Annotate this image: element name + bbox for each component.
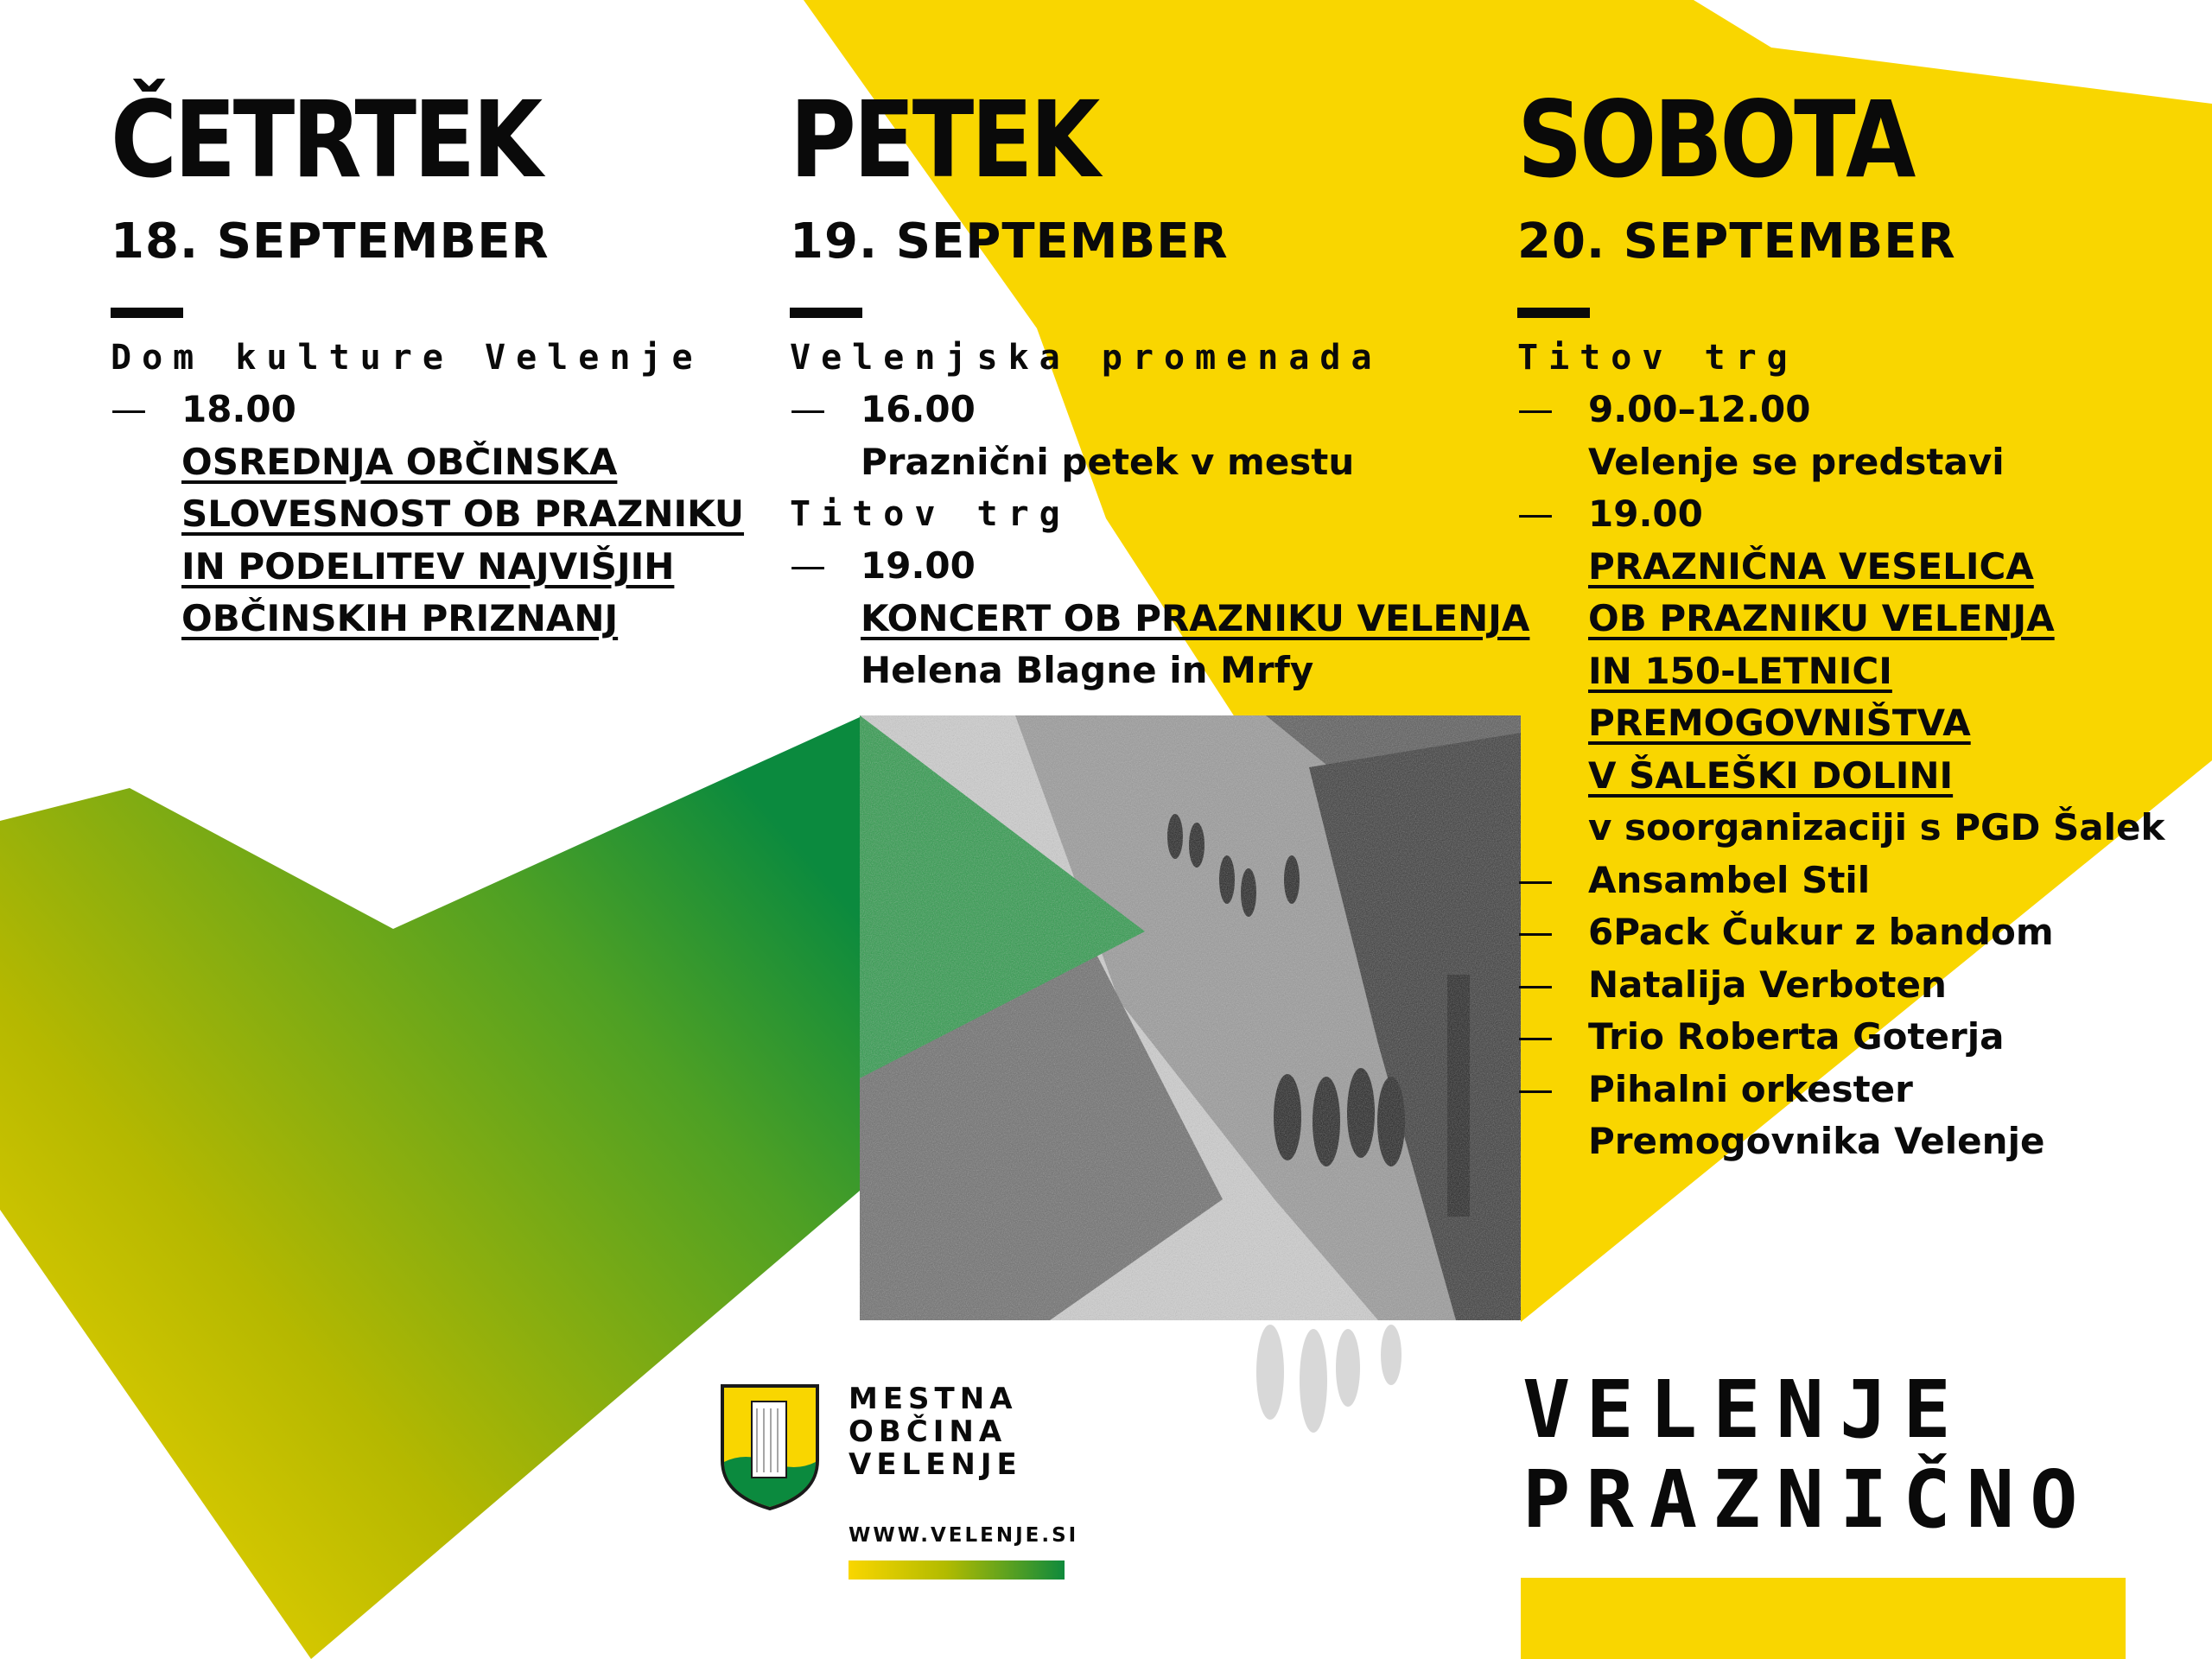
divider xyxy=(1517,308,1590,318)
time-row xyxy=(111,384,715,436)
photo-shadow-fade xyxy=(1218,1320,1434,1476)
time-row xyxy=(790,540,1516,593)
performer-row xyxy=(1517,1116,2191,1168)
event-photo xyxy=(860,715,1521,1320)
column-saturday xyxy=(1517,79,2191,1168)
venue: Dom kulture Velenje xyxy=(111,338,703,378)
performer: Helena Blagne in Mrfy xyxy=(861,649,1314,691)
municipality-name xyxy=(849,1382,1022,1481)
event-line[interactable] xyxy=(790,593,1530,645)
event-link[interactable]: IN PODELITEV NAJVIŠJIH xyxy=(181,544,675,588)
event-link[interactable]: OB PRAZNIKU VELENJA xyxy=(1588,597,2055,639)
municipality-name-line: OBČINA xyxy=(849,1414,1007,1449)
event-line[interactable] xyxy=(1517,541,2191,594)
performer: Pihalni orkester xyxy=(1588,1067,1913,1110)
yellow-bar xyxy=(1521,1578,2126,1659)
municipality-name-line: VELENJE xyxy=(849,1447,1022,1482)
event-link[interactable]: PRAZNIČNA VESELICA xyxy=(1588,544,2034,588)
event-line[interactable] xyxy=(1517,645,2191,698)
venue: Titov trg xyxy=(1517,338,1798,378)
event-line[interactable] xyxy=(111,436,715,489)
time-row xyxy=(790,384,1516,436)
dash-icon: — xyxy=(1517,1015,1554,1058)
day-date: 20. SEPTEMBER xyxy=(1517,213,1956,270)
municipal-crest-icon xyxy=(719,1382,821,1510)
time-row xyxy=(1517,488,2191,541)
event-link[interactable]: PREMOGOVNIŠTVA xyxy=(1588,702,1971,744)
dash-icon: — xyxy=(1517,388,1554,430)
performer: 6Pack Čukur z bandom xyxy=(1588,911,2054,953)
day-title: SOBOTA xyxy=(1517,79,1913,201)
event-link[interactable]: V ŠALEŠKI DOLINI xyxy=(1588,753,1954,797)
event-line[interactable] xyxy=(1517,697,2191,750)
performer: Premogovnika Velenje xyxy=(1588,1120,2045,1162)
coorganizer-text xyxy=(1517,802,2191,855)
day-title: ČETRTEK xyxy=(111,79,540,201)
event-line[interactable] xyxy=(111,593,715,645)
column-friday xyxy=(790,79,1530,697)
dash-icon: — xyxy=(1517,911,1554,953)
title-line: VELENJE xyxy=(1522,1363,1967,1456)
event-name: Praznični petek v mestu xyxy=(861,440,1355,483)
coorganizer: v soorganizaciji s PGD Šalek xyxy=(1588,806,2165,849)
day-date: 18. SEPTEMBER xyxy=(111,213,550,270)
day-title: PETEK xyxy=(790,79,1097,201)
time: 16.00 xyxy=(861,388,976,430)
dash-icon: — xyxy=(1517,1067,1554,1110)
event-line[interactable] xyxy=(111,541,715,594)
event-link[interactable]: IN 150-LETNICI xyxy=(1588,649,1892,692)
dash-icon: — xyxy=(790,388,826,430)
event-text xyxy=(1517,436,2191,489)
divider xyxy=(790,308,862,318)
event-line[interactable] xyxy=(1517,750,2191,803)
event-line[interactable] xyxy=(111,488,745,541)
dash-icon: — xyxy=(1517,963,1554,1006)
performer-row xyxy=(1517,906,2191,959)
column-thursday xyxy=(111,79,745,645)
time: 9.00–12.00 xyxy=(1588,388,1811,430)
time: 19.00 xyxy=(1588,493,1703,535)
time-row xyxy=(1517,384,2191,436)
event-link[interactable]: OSREDNJA OBČINSKA xyxy=(181,440,618,483)
divider xyxy=(111,308,183,318)
municipality-logo xyxy=(719,1382,1099,1581)
event-line[interactable] xyxy=(1517,593,2191,645)
event-text xyxy=(790,436,1516,489)
title-line: PRAZNIČNO xyxy=(1522,1453,2094,1546)
day-date: 19. SEPTEMBER xyxy=(790,213,1229,270)
poster-title xyxy=(1522,1365,2094,1545)
performer-text xyxy=(790,645,1516,697)
performer: Ansambel Stil xyxy=(1588,858,1871,901)
venue: Titov trg xyxy=(790,494,1071,534)
event-link[interactable]: SLOVESNOST OB PRAZNIKU xyxy=(181,493,745,535)
performer-row xyxy=(1517,1064,2191,1116)
performer-row xyxy=(1517,1011,2191,1064)
logo-gradient-bar xyxy=(849,1560,1065,1580)
website-link[interactable]: WWW.VELENJE.SI xyxy=(849,1524,1079,1547)
dash-icon: — xyxy=(790,544,826,587)
event-link[interactable]: OBČINSKIH PRIZNANJ xyxy=(181,597,619,639)
event-name: Velenje se predstavi xyxy=(1588,440,2005,483)
performer: Trio Roberta Goterja xyxy=(1588,1015,2005,1058)
time: 19.00 xyxy=(861,544,976,587)
dash-icon: — xyxy=(1517,858,1554,901)
event-link[interactable]: KONCERT OB PRAZNIKU VELENJA xyxy=(861,596,1530,639)
performer: Natalija Verboten xyxy=(1588,963,1947,1006)
municipality-name-line: MESTNA xyxy=(849,1382,1018,1416)
time: 18.00 xyxy=(181,388,296,430)
dash-icon: — xyxy=(1517,493,1554,535)
venue: Velenjska promenada xyxy=(790,338,1382,378)
performer-row xyxy=(1517,855,2191,907)
dash-icon: — xyxy=(111,388,147,430)
performer-row xyxy=(1517,959,2191,1012)
